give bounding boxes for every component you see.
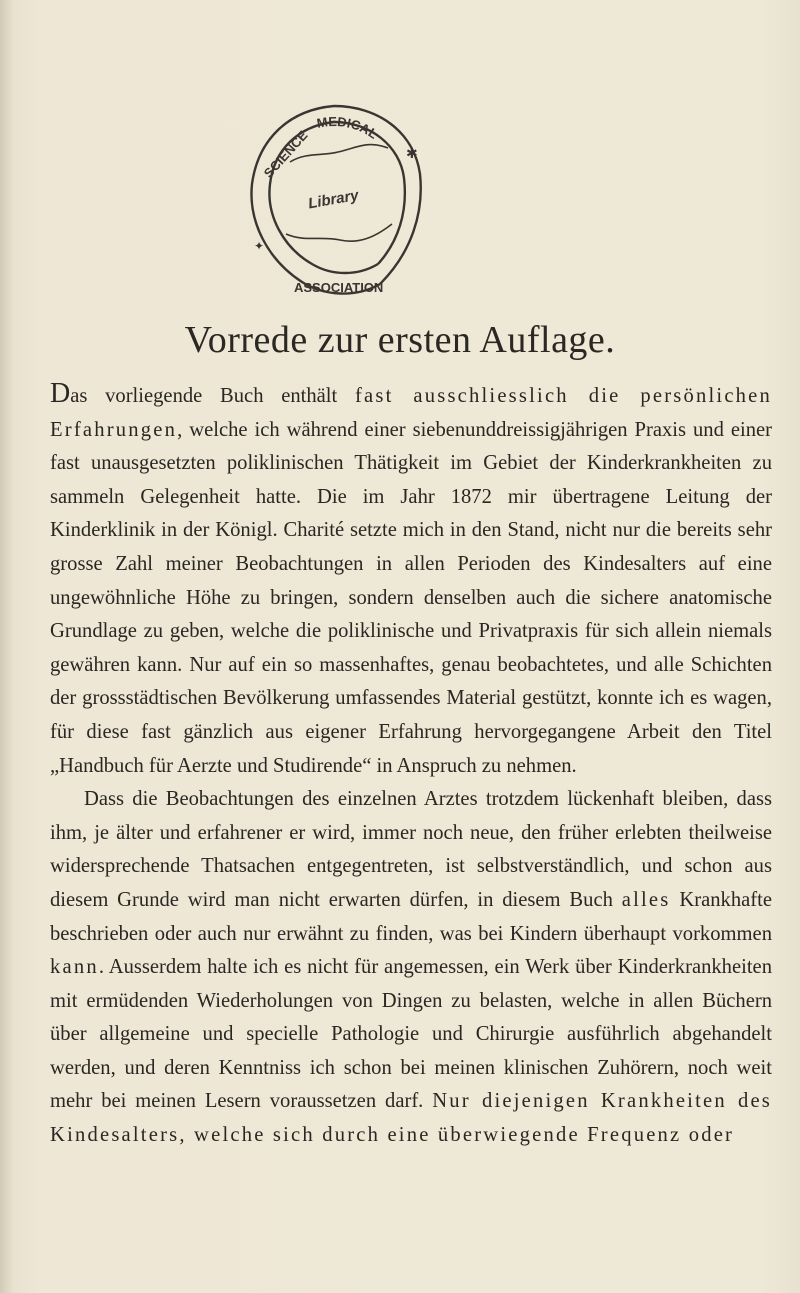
paragraph-2-text: Krankhafte beschrieben oder auch nur erwähnt zu finden, was bei Kindern überhaupt vorkommen <box>50 888 772 945</box>
drop-cap: D <box>50 378 71 409</box>
stamp-center-text: Library <box>306 186 360 213</box>
page-title: Vorrede zur ersten Auflage. <box>184 319 616 361</box>
paragraph-2-text: Dass die Beobachtungen des einzelnen Arztes trotzdem lückenhaft bleiben, dass ihm, je älter und erfahrener er wird, immer noch neue, den früher erlebten theilweise widersprechende Thatsachen entgegentreten, ist selbstverständlich, und schon aus diesem Grunde wird man nicht erwarten dürfen, in diesem Buch <box>50 788 772 911</box>
paragraph-2 <box>50 783 772 1153</box>
spaced-emphasis: alles <box>621 888 671 911</box>
paragraph-1 <box>50 380 772 783</box>
preface-body <box>50 380 772 1153</box>
paragraph-1-text: , welche ich während einer siebenunddreissigjährigen Praxis und einer fast unausgesetzten poliklinischen Thätigkeit im Gebiet der Kinderkrankheiten zu sammeln Gelegenheit hatte. Die im Jahr 1872 mir übertragene Leitung der Kinderklinik in der Königl. Charité setzte mich in den Stand, nicht nur die bereits sehr grosse Zahl meiner Beobachtungen in allen Perioden des Kindesalters auf eine ungewöhnliche Höhe zu bringen, sondern denselben auch die sichere anatomische Grundlage zu geben, welche die poliklinische und Privatpraxis für sich allein niemals gewähren kann. Nur auf ein so massenhaftes, genau beobachtetes, und alle Schichten der grossstädtischen Bevölkerung umfassendes Material gestützt, konnte ich es wagen, für diese fast gänzlich aus eigener Erfahrung hervorgegangene Arbeit den Titel „Handbuch für Aerzte und Studirende“ in Anspruch zu nehmen. <box>50 418 772 777</box>
spaced-emphasis: Nur diejenigen Krankheiten des Kindesalters, welche sich durch eine überwiegende Frequenz oder <box>50 1090 772 1147</box>
spaced-emphasis: kann <box>50 956 99 979</box>
paragraph-2-text: . Ausserdem halte ich es nicht für angemessen, ein Werk über Kinderkrankheiten mit ermüdenden Wiederholungen von Dingen zu belasten, welche in allen Büchern über allgemeine und specielle Pathologie und Chirurgie ausführlich abgehandelt werden, und deren Kenntniss ich schon bei meinen klinischen Zuhörern, noch weit mehr bei meinen Lesern voraussetzen darf. <box>50 956 772 1113</box>
spaced-emphasis: fast ausschliesslich die persönlichen Erfahrungen <box>50 385 772 441</box>
library-stamp <box>228 92 440 308</box>
stamp-star-left-icon: ✦ <box>254 239 265 253</box>
stamp-ring-text-top: MEDICAL <box>315 113 381 142</box>
stamp-ring-text-left: SCIENCE <box>260 127 311 181</box>
page-edge-shadow <box>0 0 14 1293</box>
stamp-star-right-icon: ✱ <box>406 147 418 162</box>
stamp-ring-text-bottom: ASSOCIATION <box>294 280 384 295</box>
paragraph-1-text: as vorliegende Buch enthält <box>70 385 355 407</box>
